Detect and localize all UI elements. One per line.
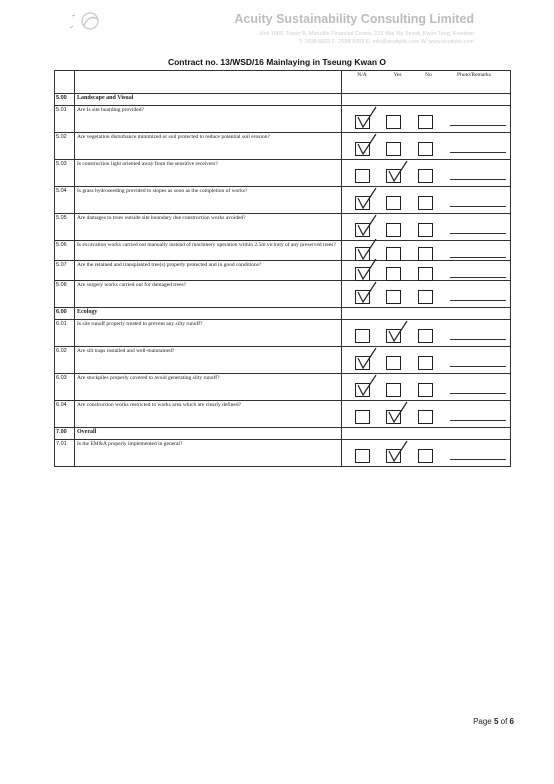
checklist-row — [55, 261, 511, 281]
answer-cell — [342, 261, 511, 281]
check-mark-icon — [357, 188, 379, 210]
checkbox-no[interactable] — [418, 247, 433, 261]
answer-cell — [342, 241, 511, 261]
answer-cell — [342, 401, 511, 428]
checkbox-yes[interactable] — [386, 356, 401, 370]
checkbox-yes[interactable] — [386, 115, 401, 129]
checkbox-no[interactable] — [418, 410, 433, 424]
checklist-row — [55, 347, 511, 374]
item-number: 5.01 — [55, 106, 75, 133]
col-yes-header: Yes — [393, 72, 402, 78]
item-question: Are construction works restricted to works area which are clearly defined? — [75, 401, 342, 428]
checkbox-yes[interactable] — [386, 247, 401, 261]
col-na-header: N/A — [357, 72, 367, 78]
remarks-line[interactable] — [450, 459, 506, 460]
checkbox-no[interactable] — [418, 329, 433, 343]
checklist-table — [54, 70, 511, 467]
company-address: Unit 1008, Tower B, Manulife Financial Centre, 223 Wai Yip Street, Kwun Tong, Kowloon — [259, 31, 474, 37]
checkbox-yes[interactable] — [386, 142, 401, 156]
item-number: 5.04 — [55, 187, 75, 214]
checkbox-na[interactable] — [355, 169, 370, 183]
item-question: Are stockpiles properly covered to avoid generating silty runoff? — [75, 374, 342, 401]
item-number: 6.01 — [55, 320, 75, 347]
answer-cell — [342, 160, 511, 187]
checkbox-na[interactable] — [355, 223, 370, 237]
check-mark-icon — [357, 134, 379, 156]
remarks-line[interactable] — [450, 179, 506, 180]
section-title: Landscape and Visual — [75, 94, 342, 106]
item-question: Are damages to trees outside site boundary due construction works avoided? — [75, 214, 342, 241]
col-no-header: No — [425, 72, 432, 78]
checklist-row — [55, 320, 511, 347]
item-number: 5.05 — [55, 214, 75, 241]
checkbox-yes[interactable] — [386, 449, 401, 463]
checkbox-no[interactable] — [418, 196, 433, 210]
checkbox-no[interactable] — [418, 169, 433, 183]
check-mark-icon — [357, 375, 379, 397]
item-question: Is construction light oriented away from the sensitive receivers? — [75, 160, 342, 187]
checkbox-yes[interactable] — [386, 329, 401, 343]
answer-cell — [342, 106, 511, 133]
checkbox-na[interactable] — [355, 267, 370, 281]
checkbox-na[interactable] — [355, 449, 370, 463]
checkbox-yes[interactable] — [386, 169, 401, 183]
checklist-row — [55, 440, 511, 467]
checkbox-na[interactable] — [355, 115, 370, 129]
checklist-row — [55, 133, 511, 160]
checkbox-na[interactable] — [355, 290, 370, 304]
answer-cell — [342, 94, 511, 106]
item-question: Is the EM&A properly implemented in general? — [75, 440, 342, 467]
answer-cell — [342, 428, 511, 440]
checkbox-na[interactable] — [355, 383, 370, 397]
company-contact: T: 2698 6833 F: 2698 9383 E: info@acuityhk.com W: www.acuityhk.com — [298, 39, 474, 45]
remarks-line[interactable] — [450, 420, 506, 421]
section-header-row — [55, 428, 511, 440]
check-mark-icon — [357, 239, 379, 261]
item-question: Are vegetation disturbance minimized or soil protected to reduce potential soil erosion? — [75, 133, 342, 160]
remarks-line[interactable] — [450, 125, 506, 126]
checkbox-na[interactable] — [355, 142, 370, 156]
checkbox-yes[interactable] — [386, 196, 401, 210]
checkbox-na[interactable] — [355, 329, 370, 343]
checkbox-no[interactable] — [418, 115, 433, 129]
item-question: Are the retained and transplanted tree(s) properly protected and in good conditions? — [75, 261, 342, 281]
col-remarks-header: Photo/Remarks — [457, 72, 491, 78]
check-mark-icon — [357, 215, 379, 237]
check-mark-icon — [388, 402, 410, 424]
checklist-row — [55, 106, 511, 133]
answer-cell — [342, 320, 511, 347]
checklist-row — [55, 401, 511, 428]
checkbox-no[interactable] — [418, 223, 433, 237]
section-header-row — [55, 308, 511, 320]
answer-cell — [342, 281, 511, 308]
checklist-row — [55, 187, 511, 214]
checklist-row — [55, 281, 511, 308]
remarks-line[interactable] — [450, 206, 506, 207]
item-number: 6.00 — [55, 308, 75, 320]
section-title: Ecology — [75, 308, 342, 320]
document-title: Contract no. 13/WSD/16 Mainlaying in Tseung Kwan O — [167, 57, 387, 67]
answer-cell — [342, 440, 511, 467]
remarks-line[interactable] — [450, 152, 506, 153]
answer-cell — [342, 187, 511, 214]
checkbox-na[interactable] — [355, 196, 370, 210]
item-number: 6.03 — [55, 374, 75, 401]
answer-cell — [342, 214, 511, 241]
check-mark-icon — [388, 161, 410, 183]
item-question: Are surgery works carried out for damaged trees? — [75, 281, 342, 308]
table-header-row — [55, 71, 511, 94]
item-number: 6.04 — [55, 401, 75, 428]
checkbox-no[interactable] — [418, 383, 433, 397]
remarks-line[interactable] — [450, 393, 506, 394]
checklist-row — [55, 374, 511, 401]
answer-cell — [342, 308, 511, 320]
item-question: Is excavation works carried out manually instead of machinery operation within 2.5m vicinity of any preserved trees? — [75, 241, 342, 261]
checkbox-na[interactable] — [355, 410, 370, 424]
checkbox-no[interactable] — [418, 290, 433, 304]
remarks-line[interactable] — [450, 339, 506, 340]
item-number: 6.02 — [55, 347, 75, 374]
checkbox-yes[interactable] — [386, 410, 401, 424]
section-header-row — [55, 94, 511, 106]
check-mark-icon — [388, 321, 410, 343]
remarks-line[interactable] — [450, 300, 506, 301]
item-question: Are silt traps installed and well-maintained? — [75, 347, 342, 374]
remarks-line[interactable] — [450, 277, 506, 278]
check-mark-icon — [357, 282, 379, 304]
item-number: 5.08 — [55, 281, 75, 308]
check-mark-icon — [357, 348, 379, 370]
checklist-row — [55, 214, 511, 241]
check-mark-icon — [357, 259, 379, 281]
checklist-row — [55, 160, 511, 187]
item-number: 5.06 — [55, 241, 75, 261]
checkbox-yes[interactable] — [386, 267, 401, 281]
checkbox-yes[interactable] — [386, 383, 401, 397]
item-number: 5.07 — [55, 261, 75, 281]
item-number: 5.02 — [55, 133, 75, 160]
company-name: Acuity Sustainability Consulting Limited — [234, 12, 474, 26]
item-number: 7.00 — [55, 428, 75, 440]
company-logo-icon — [70, 10, 104, 34]
item-question: Is grass hydroseeding provided to slopes as soon as the completion of works? — [75, 187, 342, 214]
page-number: Page 5 of 6 — [473, 717, 514, 726]
answer-cell — [342, 133, 511, 160]
section-title: Overall — [75, 428, 342, 440]
check-mark-icon — [357, 107, 379, 129]
checklist-row — [55, 241, 511, 261]
remarks-line[interactable] — [450, 233, 506, 234]
item-number: 5.03 — [55, 160, 75, 187]
remarks-line[interactable] — [450, 366, 506, 367]
item-question: Is site runoff properly treated to prevent any silty runoff? — [75, 320, 342, 347]
item-question: Are Is site hoarding provided? — [75, 106, 342, 133]
checkbox-no[interactable] — [418, 449, 433, 463]
item-number: 5.00 — [55, 94, 75, 106]
remarks-line[interactable] — [450, 257, 506, 258]
checkbox-no[interactable] — [418, 142, 433, 156]
check-mark-icon — [388, 441, 410, 463]
answer-cell — [342, 374, 511, 401]
answer-cell — [342, 347, 511, 374]
checkbox-no[interactable] — [418, 356, 433, 370]
checkbox-no[interactable] — [418, 267, 433, 281]
item-number: 7.01 — [55, 440, 75, 467]
checkbox-yes[interactable] — [386, 223, 401, 237]
checkbox-na[interactable] — [355, 356, 370, 370]
checkbox-yes[interactable] — [386, 290, 401, 304]
